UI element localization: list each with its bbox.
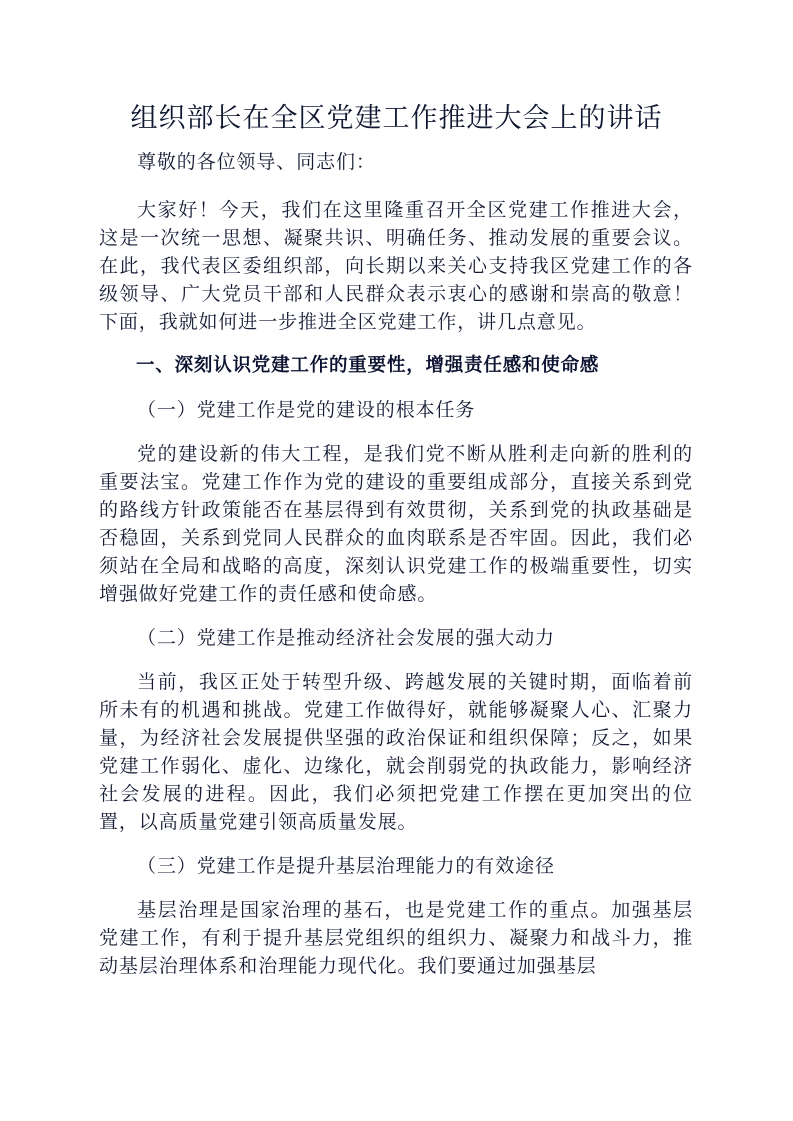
section-1-heading: 一、深刻认识党建工作的重要性，增强责任感和使命感 bbox=[136, 355, 600, 376]
opening-paragraph: 大家好！今天，我们在这里隆重召开全区党建工作推进大会，这是一次统一思想、凝聚共识、明确任务、推动发展的重要会议。在此，我代表区委组织部，向长期以来关心支持我区党建工作的各级领导、广大党员干部和人民群众表示衷心的感谢和崇高的敬意！下面，我就如何进一步推进全区党建工作，讲几点意见。 bbox=[99, 199, 693, 333]
subsection-1-paragraph: 党的建设新的伟大工程，是我们党不断从胜利走向新的胜利的重要法宝。党建工作作为党的建设的重要组成部分，直接关系到党的路线方针政策能否在基层得到有效贯彻，关系到党的执政基础是否稳固，关系到党同人民群众的血肉联系是否牢固。因此，我们必须站在全局和战略的高度，深刻认识党建工作的极端重要性，切实增强做好党建工作的责任感和使命感。 bbox=[99, 443, 693, 605]
subsection-3-paragraph: 基层治理是国家治理的基石，也是党建工作的重点。加强基层党建工作，有利于提升基层党组织的组织力、凝聚力和战斗力，推动基层治理体系和治理能力现代化。我们要通过加强基层 bbox=[99, 899, 693, 977]
document-title: 组织部长在全区党建工作推进大会上的讲话 bbox=[130, 103, 663, 134]
subsection-3-heading: （三）党建工作是提升基层治理能力的有效途径 bbox=[137, 855, 555, 877]
subsection-1-heading: （一）党建工作是党的建设的根本任务 bbox=[137, 399, 476, 421]
document-body bbox=[99, 148, 693, 996]
salutation: 尊敬的各位领导、同志们： bbox=[137, 151, 376, 173]
subsection-2-heading: （二）党建工作是推动经济社会发展的强大动力 bbox=[137, 627, 555, 649]
subsection-2-paragraph: 当前，我区正处于转型升级、跨越发展的关键时期，面临着前所未有的机遇和挑战。党建工作做得好，就能够凝聚人心、汇聚力量，为经济社会发展提供坚强的政治保证和组织保障；反之，如果党建工作弱化、虚化、边缘化，就会削弱党的执政能力，影响经济社会发展的进程。因此，我们必须把党建工作摆在更加突出的位置，以高质量党建引领高质量发展。 bbox=[99, 671, 693, 833]
